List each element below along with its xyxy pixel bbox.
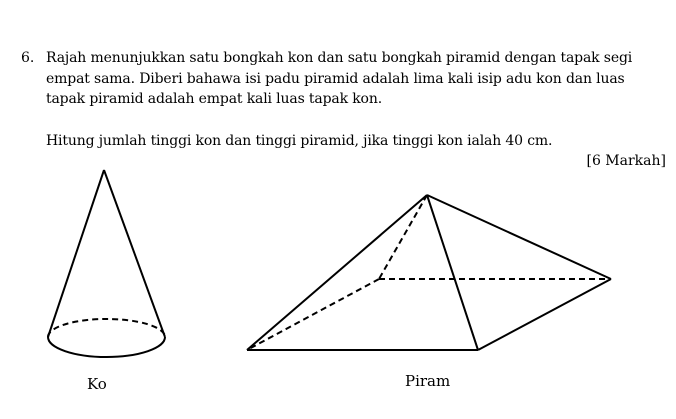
pyramid-hidden-edge-apex bbox=[379, 195, 427, 279]
question-line-1: Rajah menunjukkan satu bongkah kon dan satu bongkah piramid dengan tapak segi bbox=[46, 50, 633, 66]
pyramid-edge-right bbox=[427, 195, 611, 279]
cone-right-slant bbox=[104, 170, 165, 337]
pyramid-edge-left bbox=[247, 195, 427, 350]
pyramid-base-right-edge bbox=[478, 279, 611, 350]
question-number: 6. bbox=[21, 50, 35, 66]
question-task: Hitung jumlah tinggi kon dan tinggi piramid, jika tinggi kon ialah 40 cm. bbox=[46, 133, 553, 149]
question-line-3: tapak piramid adalah empat kali luas tapak kon. bbox=[46, 91, 383, 107]
question-line-2: empat sama. Diberi bahawa isi padu piramid adalah lima kali isip adu kon dan luas bbox=[46, 70, 625, 87]
cone-base-back-hidden bbox=[48, 319, 165, 337]
cone-left-slant bbox=[48, 170, 104, 337]
pyramid-edge-front bbox=[427, 195, 478, 350]
pyramid-label: Piram bbox=[405, 372, 451, 390]
cone-base-front bbox=[48, 337, 165, 357]
pyramid-hidden-base-left bbox=[247, 279, 379, 350]
marks-allocation: [6 Markah] bbox=[586, 153, 666, 169]
pyramid-figure bbox=[247, 195, 611, 350]
cone-label: Ko bbox=[87, 375, 107, 393]
cone-figure bbox=[48, 170, 165, 357]
